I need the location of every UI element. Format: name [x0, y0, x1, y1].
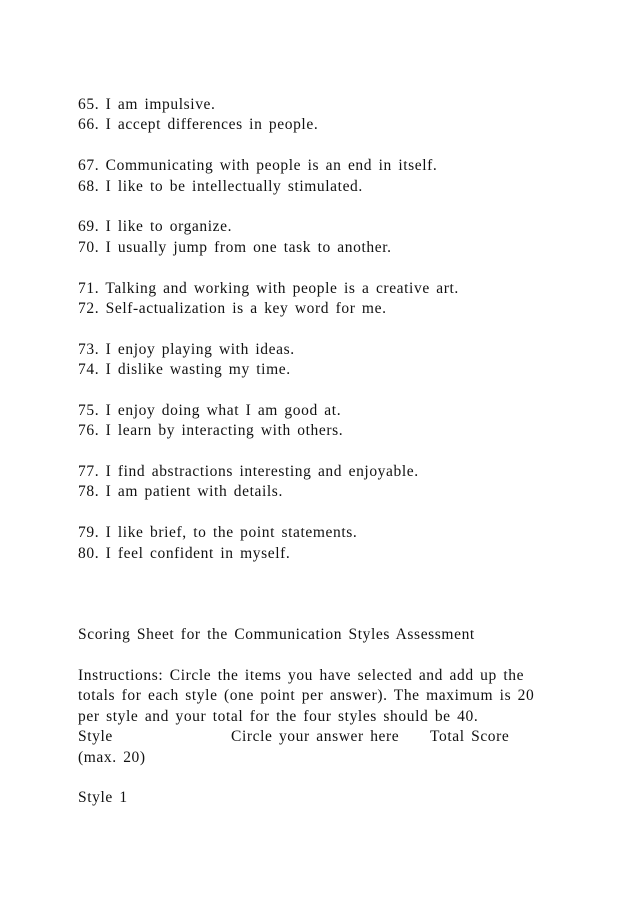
max-score-note: (max. 20) [78, 748, 146, 766]
statement-group-65-66 [78, 95, 598, 136]
statement-group-79-80 [78, 523, 598, 564]
instructions-line-1: Instructions: Circle the items you have selected and add up the [78, 666, 525, 684]
scoring-instructions [78, 666, 598, 727]
style-1-label: Style 1 [78, 789, 128, 807]
statement-group-69-70 [78, 217, 598, 258]
statement-70: 70. I usually jump from one task to another. [78, 238, 392, 256]
statement-72: 72. Self-actualization is a key word for me. [78, 299, 387, 317]
statement-group-67-68 [78, 156, 598, 197]
document-text [78, 95, 598, 809]
instructions-line-2: totals for each style (one point per answer). The maximum is 20 [78, 687, 535, 705]
statement-group-73-74 [78, 340, 598, 381]
column-header-circle: Circle your answer here [231, 728, 400, 746]
statement-group-77-78 [78, 462, 598, 503]
column-header-style: Style [78, 728, 113, 746]
statement-group-71-72 [78, 279, 598, 320]
statement-67: 67. Communicating with people is an end in itself. [78, 157, 438, 175]
statement-80: 80. I feel confident in myself. [78, 544, 291, 562]
scoring-column-headers [78, 727, 598, 747]
column-header-total: Total Score [430, 728, 510, 746]
scoring-sheet-title: Scoring Sheet for the Communication Styles Assessment [78, 626, 475, 644]
statement-69: 69. I like to organize. [78, 218, 233, 236]
statement-68: 68. I like to be intellectually stimulated. [78, 177, 363, 195]
statement-76: 76. I learn by interacting with others. [78, 422, 344, 440]
statement-73: 73. I enjoy playing with ideas. [78, 340, 295, 358]
statement-66: 66. I accept differences in people. [78, 116, 319, 134]
statement-71: 71. Talking and working with people is a creative art. [78, 279, 459, 297]
statement-75: 75. I enjoy doing what I am good at. [78, 401, 342, 419]
instructions-line-3: per style and your total for the four styles should be 40. [78, 707, 479, 725]
statement-74: 74. I dislike wasting my time. [78, 361, 291, 379]
statement-65: 65. I am impulsive. [78, 96, 216, 113]
statement-77: 77. I find abstractions interesting and enjoyable. [78, 463, 419, 481]
statement-79: 79. I like brief, to the point statements. [78, 524, 358, 542]
statement-78: 78. I am patient with details. [78, 483, 283, 501]
statement-group-75-76 [78, 401, 598, 442]
